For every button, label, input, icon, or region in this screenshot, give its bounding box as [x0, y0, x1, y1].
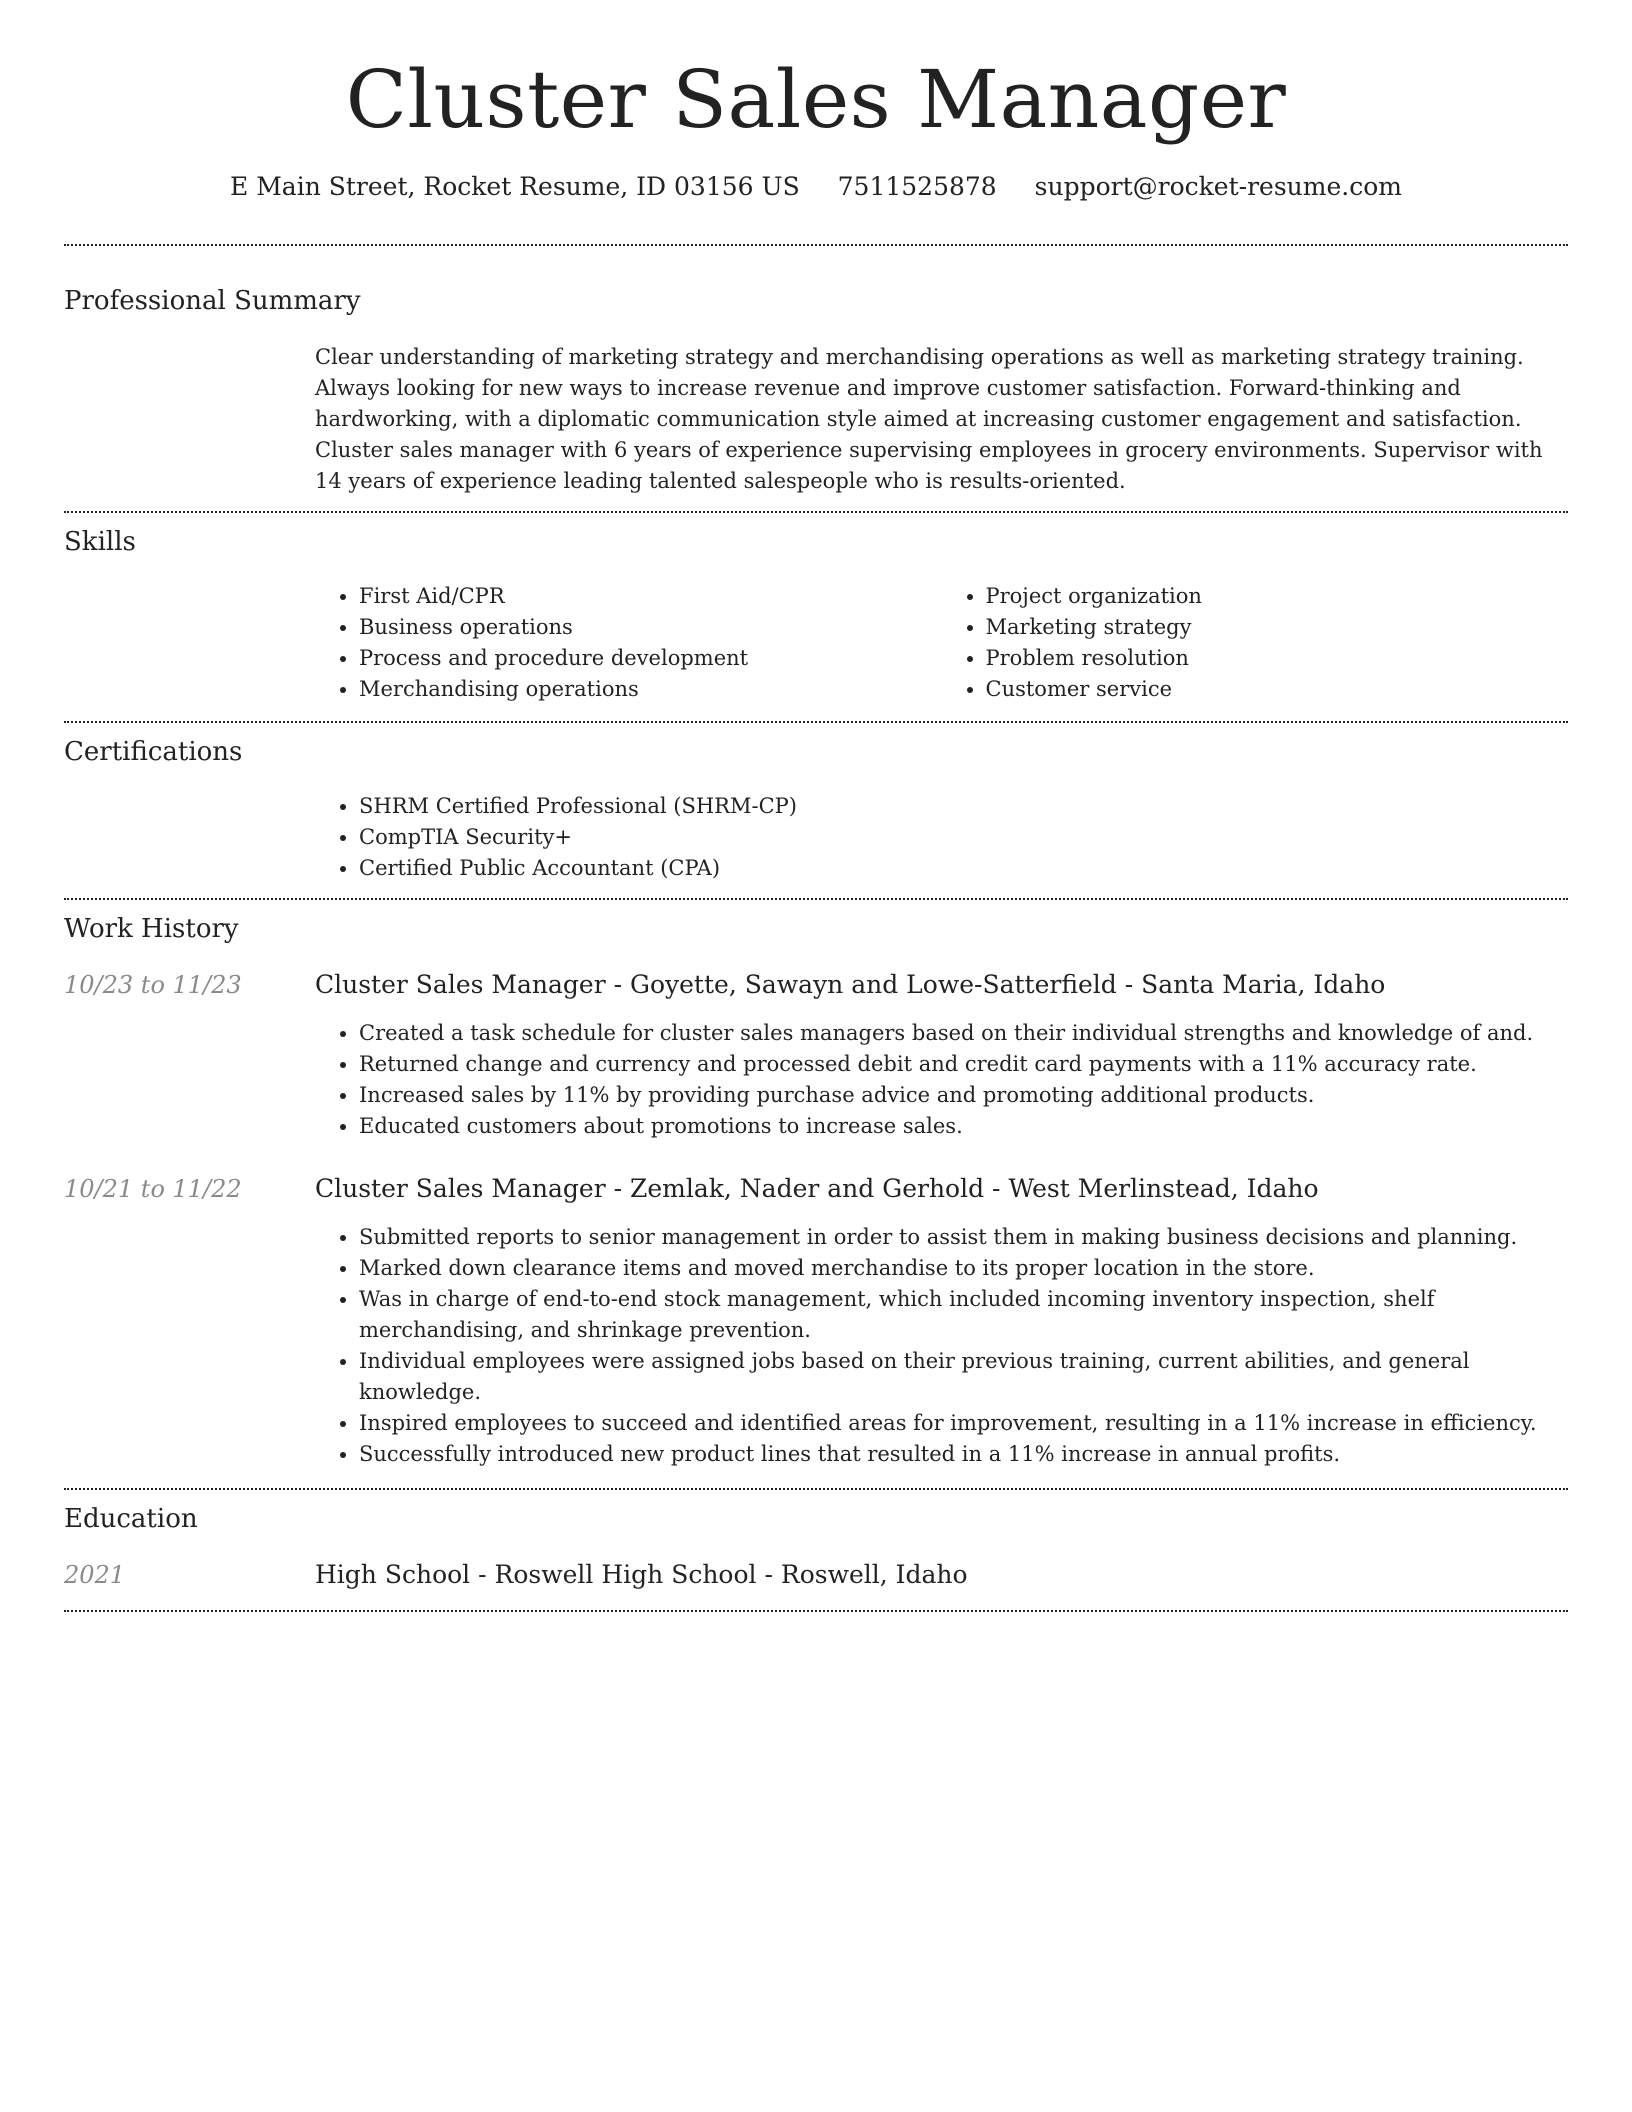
job-heading: Cluster Sales Manager - Goyette, Sawayn and Lowe-Satterfield - Santa Maria, Idaho: [315, 970, 1386, 999]
job-date: 10/21 to 11/22: [64, 1175, 242, 1203]
education-heading: High School - Roswell High School - Roswell, Idaho: [315, 1560, 968, 1589]
job-bullet: • Increased sales by 11% by providing purchase advice and promoting additional products.: [359, 1080, 1568, 1111]
skill-item: • Problem resolution: [986, 643, 1569, 674]
skill-item: • Project organization: [986, 581, 1569, 612]
job-bullet: • Marked down clearance items and moved merchandise to its proper location in the store.: [359, 1253, 1568, 1284]
divider: [64, 1610, 1568, 1612]
summary-section: [64, 246, 1568, 511]
summary-text: Clear understanding of marketing strategy and merchandising operations as well as marketing strategy training. Always looking for new ways to increase revenue and improve customer satisfaction. Forward-thinking and hardworking, with a diplomatic communication style aimed at increasing customer engagement and satisfaction. Cluster sales manager with 6 years of experience supervising employees in grocery environments. Supervisor with 14 years of experience leading talented salespeople who is results-oriented.: [315, 345, 1543, 493]
skill-item: • Process and procedure development: [359, 643, 942, 674]
work-history-section: [64, 900, 1568, 1488]
contact-email: support@rocket-resume.com: [1034, 172, 1402, 201]
skills-section: [64, 513, 1568, 721]
job-heading: Cluster Sales Manager - Zemlak, Nader and Gerhold - West Merlinstead, Idaho: [315, 1174, 1319, 1203]
certification-item: • CompTIA Security+: [359, 822, 1568, 853]
skill-item: • Marketing strategy: [986, 612, 1569, 643]
education-entry: [64, 1558, 1568, 1610]
education-section: [64, 1490, 1568, 1610]
job-bullet: • Was in charge of end-to-end stock management, which included incoming inventory inspection, shelf merchandising, and shrinkage prevention.: [359, 1284, 1568, 1346]
certifications-section: [64, 723, 1568, 898]
job-bullet: • Inspired employees to succeed and identified areas for improvement, resulting in a 11% increase in efficiency.: [359, 1408, 1568, 1439]
job-entry: [64, 968, 1568, 1142]
contact-phone: 7511525878: [837, 172, 997, 201]
certification-item: • SHRM Certified Professional (SHRM-CP): [359, 791, 1568, 822]
job-bullets: [315, 1222, 1568, 1470]
resume-page: [64, 0, 1568, 1612]
job-entry: [64, 1172, 1568, 1488]
skills-list-right: [942, 581, 1569, 705]
contact-line: [64, 170, 1568, 204]
skill-item: • Merchandising operations: [359, 674, 942, 705]
section-title-summary: Professional Summary: [64, 286, 361, 316]
job-bullet: • Created a task schedule for cluster sales managers based on their individual strengths and knowledge of and.: [359, 1018, 1568, 1049]
job-bullet: • Returned change and currency and processed debit and credit card payments with a 11% accuracy rate.: [359, 1049, 1568, 1080]
job-bullet: • Educated customers about promotions to increase sales.: [359, 1111, 1568, 1142]
education-date: 2021: [64, 1561, 126, 1589]
section-title-skills: Skills: [64, 527, 136, 557]
job-bullets: [315, 1018, 1568, 1142]
job-bullet: • Submitted reports to senior management in order to assist them in making business decisions and planning.: [359, 1222, 1568, 1253]
skill-item: • First Aid/CPR: [359, 581, 942, 612]
job-bullet: • Successfully introduced new product lines that resulted in a 11% increase in annual profits.: [359, 1439, 1568, 1470]
contact-address: E Main Street, Rocket Resume, ID 03156 US: [230, 172, 800, 201]
skill-item: • Customer service: [986, 674, 1569, 705]
job-date: 10/23 to 11/23: [64, 971, 242, 999]
resume-name: Cluster Sales Manager: [345, 53, 1287, 146]
skills-list-left: [315, 581, 942, 705]
section-title-education: Education: [64, 1504, 198, 1534]
section-title-work-history: Work History: [64, 914, 239, 944]
job-bullet: • Individual employees were assigned jobs based on their previous training, current abilities, and general knowledge.: [359, 1346, 1568, 1408]
skill-item: • Business operations: [359, 612, 942, 643]
section-title-certifications: Certifications: [64, 737, 243, 767]
certification-item: • Certified Public Accountant (CPA): [359, 853, 1568, 884]
certifications-list: [315, 791, 1568, 884]
